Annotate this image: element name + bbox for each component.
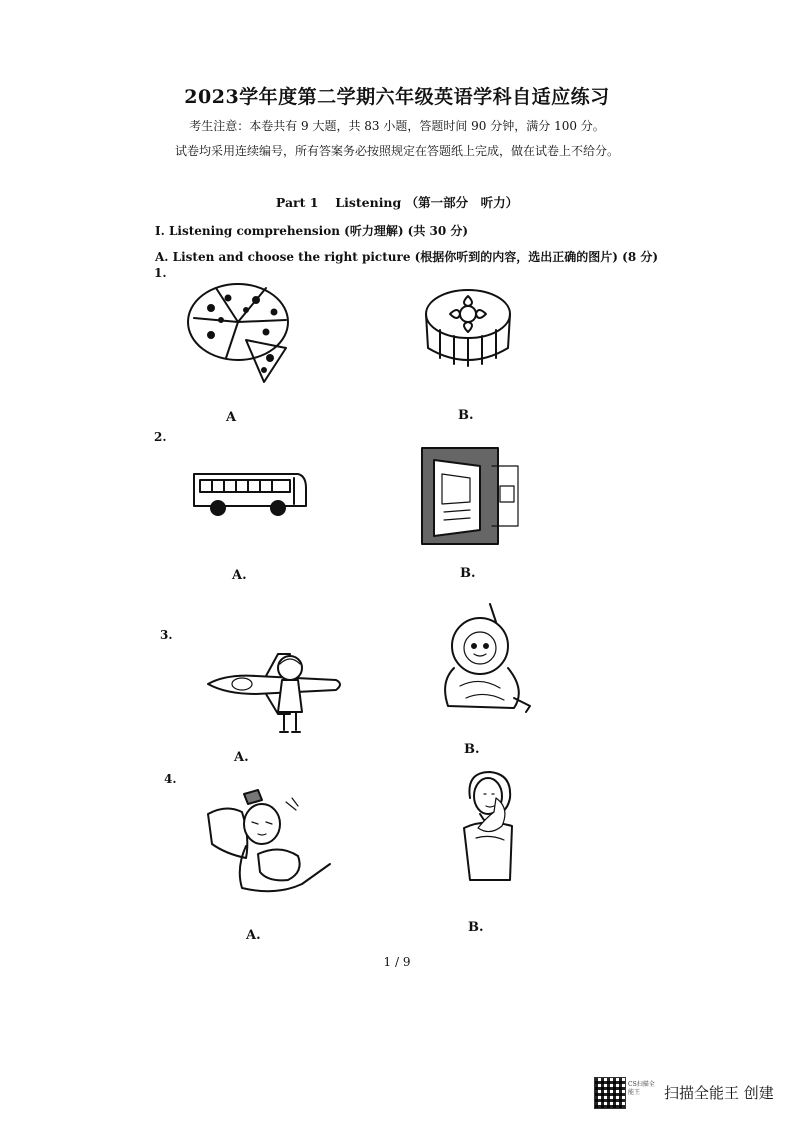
bus-icon bbox=[190, 468, 310, 520]
pizza-icon bbox=[186, 280, 306, 390]
mooncake-icon bbox=[422, 286, 514, 370]
option-a-label: A. bbox=[234, 750, 249, 765]
metro-train-icon bbox=[420, 446, 520, 546]
option-a-label: A. bbox=[246, 928, 261, 943]
scanner-label: 扫描全能王 创建 bbox=[664, 1084, 774, 1102]
option-b-label: B. bbox=[468, 920, 484, 935]
question-number: 4. bbox=[164, 772, 177, 786]
astronaut-icon bbox=[430, 602, 540, 720]
question-number: 1. bbox=[154, 266, 167, 280]
question-number: 2. bbox=[154, 430, 167, 444]
question-number: 3. bbox=[160, 628, 173, 642]
exam-notice-line-1: 考生注意：本卷共有 9 大题，共 83 小题，答题时间 90 分钟，满分 100 分。 bbox=[189, 119, 605, 133]
qr-code-icon bbox=[594, 1077, 626, 1109]
section-a-heading: A. Listen and choose the right picture (根据你听到的内容，选出正确的图片) (8 分) bbox=[155, 250, 659, 264]
option-a-label: A. bbox=[232, 568, 247, 583]
option-a-label: A bbox=[226, 410, 237, 425]
exam-title: 2023学年度第二学期六年级英语学科自适应练习 bbox=[184, 86, 610, 108]
section-i-heading: I. Listening comprehension (听力理解) (共 30 分) bbox=[155, 224, 469, 238]
qr-caption: CS扫描全能王 bbox=[628, 1081, 655, 1096]
pilot-with-jet-icon bbox=[206, 646, 346, 736]
part-heading: Part 1 Listening （第一部分 听力） bbox=[275, 195, 519, 210]
exam-notice-line-2: 试卷均采用连续编号，所有答案务必按照规定在答题纸上完成，做在试卷上不给分。 bbox=[174, 144, 619, 158]
option-b-label: B. bbox=[460, 566, 476, 581]
scanner-watermark bbox=[594, 1075, 779, 1109]
toothache-woman-icon bbox=[450, 768, 530, 888]
option-b-label: B. bbox=[464, 742, 480, 757]
page-number: 1 / 9 bbox=[383, 955, 411, 969]
sick-in-bed-icon bbox=[206, 788, 334, 898]
option-b-label: B. bbox=[458, 408, 474, 423]
